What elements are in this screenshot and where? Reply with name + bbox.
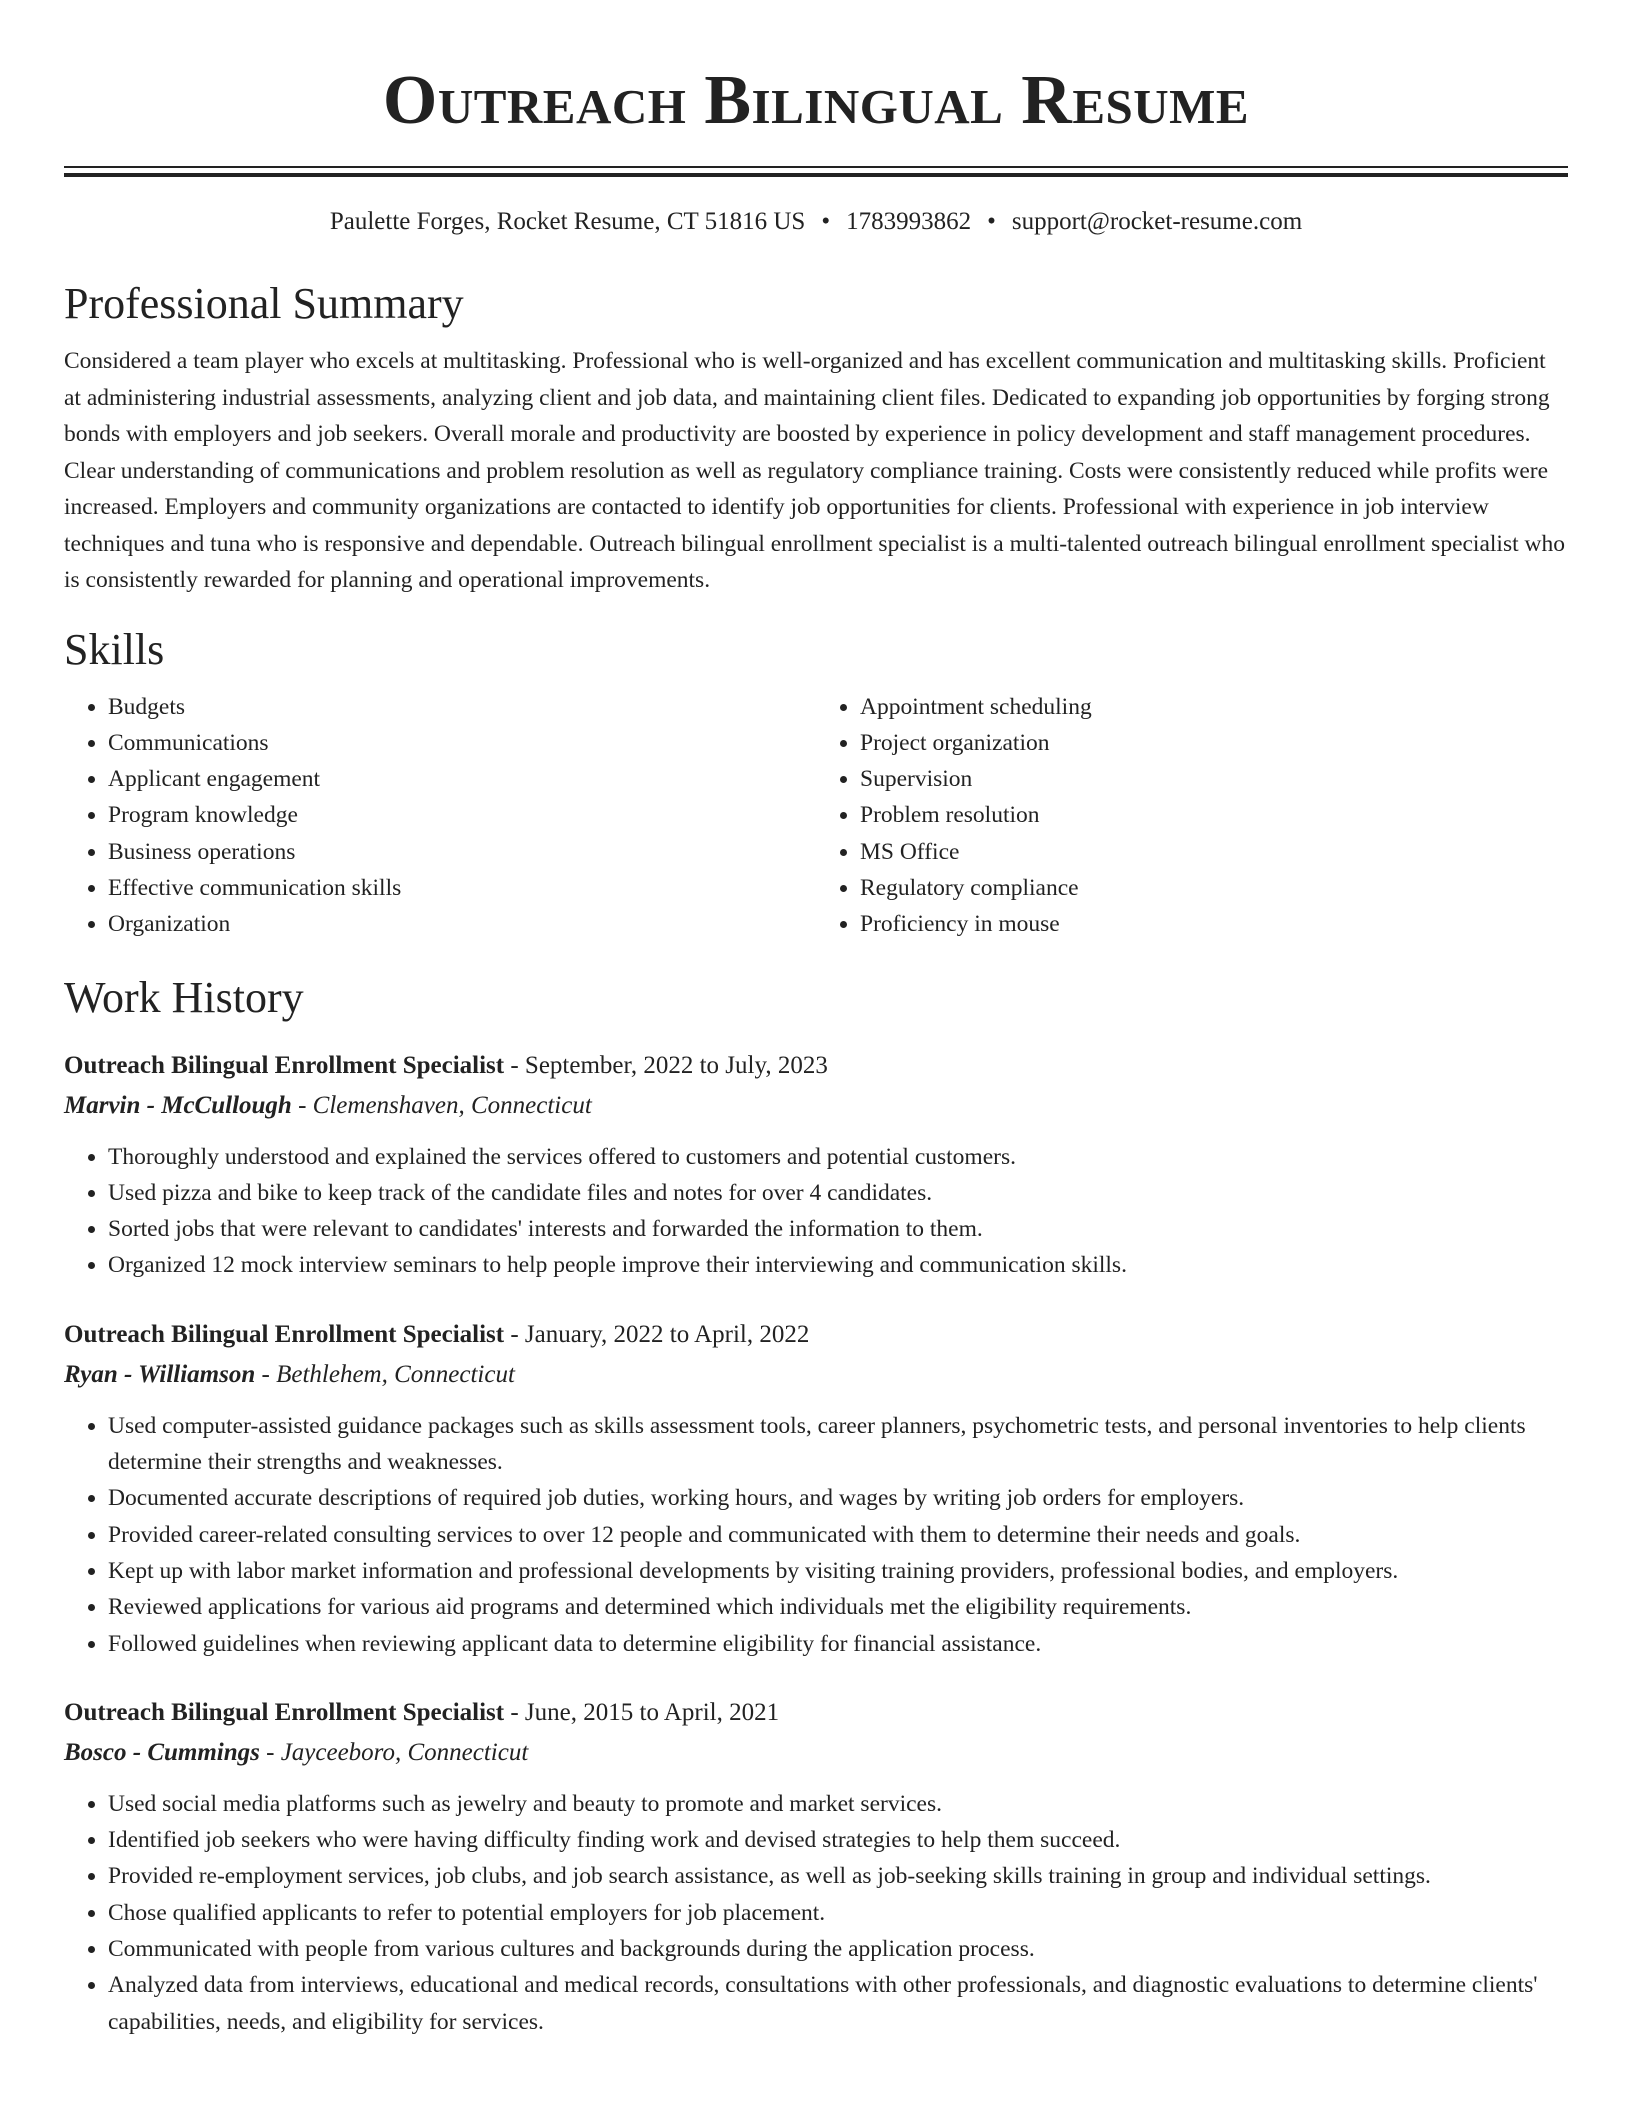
work-history-heading: Work History xyxy=(64,972,304,1022)
skill-item: • Communications xyxy=(108,725,816,761)
job-employer xyxy=(64,1087,1568,1125)
skill-item: • Applicant engagement xyxy=(108,761,816,797)
job-dates: January, 2022 to April, 2022 xyxy=(524,1320,810,1348)
skills-column-left xyxy=(64,689,816,943)
skill-item: • Project organization xyxy=(860,725,1568,761)
resume-title: Outreach Bilingual Resume xyxy=(382,62,1250,139)
job-location: Clemenshaven, Connecticut xyxy=(312,1091,592,1119)
contact-address: Paulette Forges, Rocket Resume, CT 51816 US xyxy=(329,208,806,235)
skills-column-right xyxy=(816,689,1568,943)
job-title: Outreach Bilingual Enrollment Specialist xyxy=(64,1051,505,1079)
job-company: Marvin - McCullough xyxy=(64,1091,292,1119)
job-dash: - xyxy=(259,1738,281,1766)
contact-separator: • xyxy=(821,208,831,235)
skill-item: • Problem resolution xyxy=(860,797,1568,833)
skills-grid xyxy=(64,689,1568,943)
job-duty-item: • Sorted jobs that were relevant to candidates' interests and forwarded the information to them. xyxy=(108,1211,1568,1247)
contact-phone: 1783993862 xyxy=(846,208,972,235)
job-duties xyxy=(64,1786,1568,2040)
job-header xyxy=(64,1047,1568,1085)
job-duty-item: • Used social media platforms such as jewelry and beauty to promote and market services. xyxy=(108,1786,1568,1822)
job-header xyxy=(64,1694,1568,1732)
job-entry xyxy=(64,1316,1568,1662)
job-duty-item: • Reviewed applications for various aid programs and determined which individuals met the eligibility requirements. xyxy=(108,1589,1568,1625)
skill-item: • MS Office xyxy=(860,834,1568,870)
job-duty-item: • Followed guidelines when reviewing applicant data to determine eligibility for financial assistance. xyxy=(108,1626,1568,1662)
job-duty-item: • Kept up with labor market information and professional developments by visiting training providers, professional bodies, and employers. xyxy=(108,1553,1568,1589)
contact-email: support@rocket-resume.com xyxy=(1011,208,1303,235)
job-dates: June, 2015 to April, 2021 xyxy=(524,1698,780,1726)
job-location: Bethlehem, Connecticut xyxy=(276,1360,515,1388)
skill-item: • Regulatory compliance xyxy=(860,870,1568,906)
skills-heading: Skills xyxy=(64,624,165,674)
skill-item: • Budgets xyxy=(108,689,816,725)
skill-item: • Program knowledge xyxy=(108,797,816,833)
job-duty-item: • Documented accurate descriptions of required job duties, working hours, and wages by writing job orders for employers. xyxy=(108,1480,1568,1516)
skill-item: • Effective communication skills xyxy=(108,870,816,906)
job-dash: - xyxy=(504,1051,525,1079)
job-duty-item: • Provided career-related consulting services to over 12 people and communicated with them to determine their needs and goals. xyxy=(108,1517,1568,1553)
summary-text: Considered a team player who excels at multitasking. Professional who is well-organized and has excellent communication and multitasking skills. Proficient at administering industrial assessments, analyzing client and job data, and maintaining client files. Dedicated to expanding job opportunities by forging strong bonds with employers and job seekers. Overall morale and productivity are boosted by experience in policy development and staff management procedures. Clear understanding of communications and problem resolution as well as regulatory compliance training. Costs were consistently reduced while profits were increased. Employers and community organizations are contacted to identify job opportunities for clients. Professional with experience in job interview techniques and tuna who is responsive and dependable. Outreach bilingual enrollment specialist is a multi-talented outreach bilingual enrollment specialist who is consistently rewarded for planning and operational improvements. xyxy=(64,348,1565,593)
skill-item: • Proficiency in mouse xyxy=(860,906,1568,942)
job-duties xyxy=(64,1139,1568,1284)
title-divider-thick xyxy=(64,173,1568,177)
job-company: Ryan - Williamson xyxy=(64,1360,256,1388)
job-employer xyxy=(64,1734,1568,1772)
job-header xyxy=(64,1316,1568,1354)
job-duty-item: • Communicated with people from various cultures and backgrounds during the application process. xyxy=(108,1931,1568,1967)
job-title: Outreach Bilingual Enrollment Specialist xyxy=(64,1320,505,1348)
skill-item: • Organization xyxy=(108,906,816,942)
job-duty-item: • Provided re-employment services, job clubs, and job search assistance, as well as job-seeking skills training in group and individual settings. xyxy=(108,1858,1568,1894)
job-duty-item: • Used computer-assisted guidance packages such as skills assessment tools, career planners, psychometric tests, and personal inventories to help clients determine their strengths and weaknesses. xyxy=(108,1408,1568,1481)
summary-heading: Professional Summary xyxy=(64,279,464,328)
contact-separator: • xyxy=(987,208,996,235)
job-dash: - xyxy=(504,1698,525,1726)
title-divider-thin xyxy=(64,166,1568,168)
job-duty-item: • Identified job seekers who were having difficulty finding work and devised strategies to help them succeed. xyxy=(108,1822,1568,1858)
job-employer xyxy=(64,1356,1568,1394)
job-duty-item: • Used pizza and bike to keep track of the candidate files and notes for over 4 candidates. xyxy=(108,1175,1568,1211)
job-duty-item: • Organized 12 mock interview seminars to help people improve their interviewing and communication skills. xyxy=(108,1247,1568,1283)
job-entry xyxy=(64,1694,1568,2040)
skill-item: • Supervision xyxy=(860,761,1568,797)
job-dash: - xyxy=(291,1091,313,1119)
job-company: Bosco - Cummings xyxy=(64,1738,260,1766)
job-dash: - xyxy=(255,1360,277,1388)
job-dash: - xyxy=(504,1320,525,1348)
contact-line xyxy=(64,207,1568,237)
job-duty-item: • Chose qualified applicants to refer to potential employers for job placement. xyxy=(108,1895,1568,1931)
job-duties xyxy=(64,1408,1568,1662)
job-title: Outreach Bilingual Enrollment Specialist xyxy=(64,1698,505,1726)
skill-item: • Business operations xyxy=(108,834,816,870)
job-duty-item: • Analyzed data from interviews, educational and medical records, consultations with other professionals, and diagnostic evaluations to determine clients' capabilities, needs, and eligibility for services. xyxy=(108,1967,1568,2040)
job-location: Jayceeboro, Connecticut xyxy=(280,1738,529,1766)
skill-item: • Appointment scheduling xyxy=(860,689,1568,725)
job-entry xyxy=(64,1047,1568,1284)
job-dates: September, 2022 to July, 2023 xyxy=(524,1051,828,1079)
job-duty-item: • Thoroughly understood and explained the services offered to customers and potential customers. xyxy=(108,1139,1568,1175)
